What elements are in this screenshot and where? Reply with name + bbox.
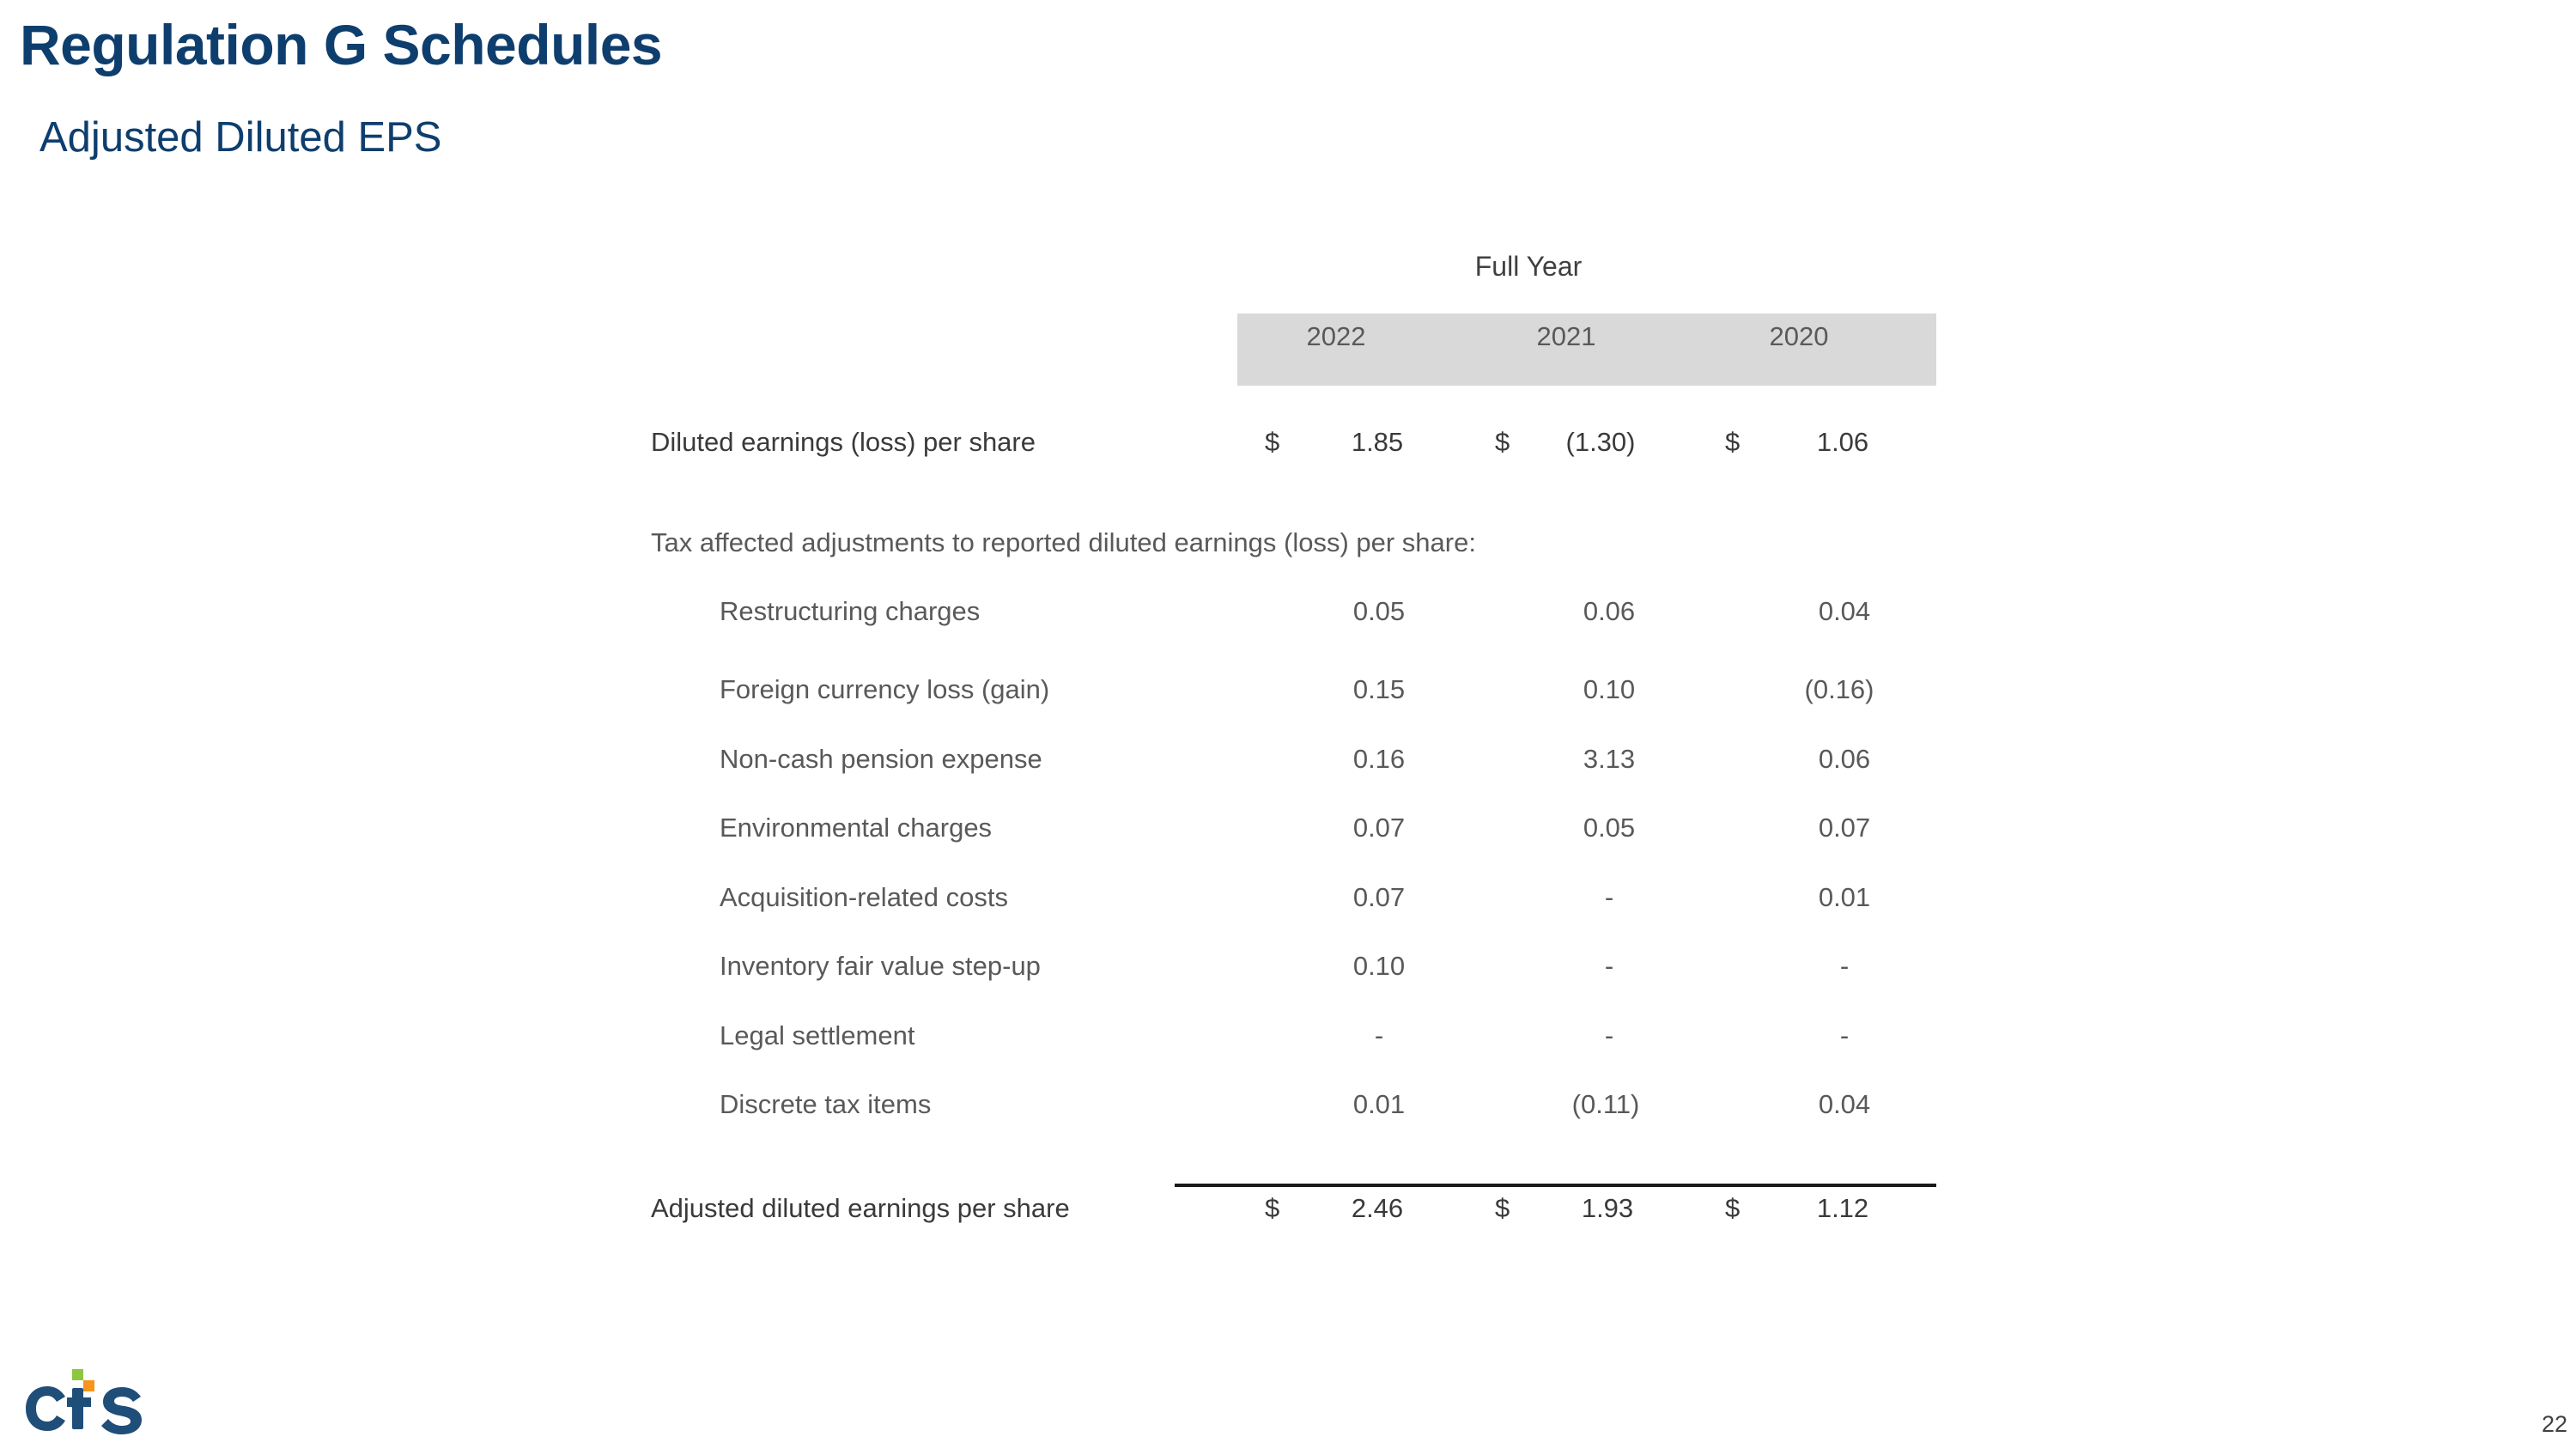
value-2020: (0.16) (1804, 674, 1874, 704)
currency-symbol: $ (1495, 427, 1510, 457)
value-2021: - (1604, 882, 1614, 912)
row-label: Adjusted diluted earnings per share (651, 1193, 1070, 1223)
value-2022: 0.10 (1352, 951, 1406, 981)
value-2021: - (1604, 951, 1614, 981)
cts-logo (15, 1357, 153, 1439)
value-2021: 0.05 (1583, 813, 1636, 843)
year-header-2022: 2022 (1306, 321, 1366, 351)
row-label: Inventory fair value step-up (720, 951, 1041, 981)
value-2021: 0.06 (1583, 596, 1636, 626)
row-label: Acquisition-related costs (720, 882, 1008, 912)
value-2021: 3.13 (1583, 744, 1636, 774)
row-label: Non-cash pension expense (720, 744, 1042, 774)
value-2020: - (1839, 1020, 1850, 1050)
row-label: Legal settlement (720, 1020, 915, 1050)
value-2022: 0.07 (1352, 882, 1406, 912)
value-2022: 2.46 (1351, 1193, 1404, 1223)
value-2022: 0.07 (1352, 813, 1406, 843)
value-2022: 0.16 (1352, 744, 1406, 774)
row-label: Restructuring charges (720, 596, 981, 626)
row-label: Discrete tax items (720, 1089, 932, 1119)
page-number: 22 (2541, 1411, 2567, 1437)
value-2020: 0.07 (1818, 813, 1871, 843)
value-2021: (0.11) (1571, 1089, 1640, 1119)
value-2022: 0.05 (1352, 596, 1406, 626)
value-2020: 0.01 (1818, 882, 1871, 912)
value-2021: - (1604, 1020, 1614, 1050)
value-2022: - (1374, 1020, 1384, 1050)
value-2020: 1.06 (1816, 427, 1869, 457)
adjustments-heading: Tax affected adjustments to reported diluted earnings (loss) per share: (651, 527, 1476, 557)
period-header: Full Year (1474, 251, 1583, 282)
currency-symbol: $ (1725, 1193, 1741, 1223)
value-2022: 0.15 (1352, 674, 1406, 704)
value-2021: 1.93 (1581, 1193, 1634, 1223)
year-header-2021: 2021 (1536, 321, 1596, 351)
value-2020: - (1839, 951, 1850, 981)
value-2020: 0.06 (1818, 744, 1871, 774)
row-label: Foreign currency loss (gain) (720, 674, 1050, 704)
year-header-2020: 2020 (1769, 321, 1829, 351)
currency-symbol: $ (1725, 427, 1741, 457)
total-divider (1175, 1184, 1936, 1187)
page-subtitle: Adjusted Diluted EPS (39, 114, 442, 161)
row-label: Environmental charges (720, 813, 993, 843)
value-2021: (1.30) (1565, 427, 1636, 457)
value-2020: 0.04 (1818, 596, 1871, 626)
page-title: Regulation G Schedules (20, 13, 663, 76)
value-2022: 1.85 (1351, 427, 1404, 457)
value-2022: 0.01 (1352, 1089, 1406, 1119)
currency-symbol: $ (1495, 1193, 1510, 1223)
value-2020: 1.12 (1816, 1193, 1869, 1223)
value-2021: 0.10 (1583, 674, 1636, 704)
currency-symbol: $ (1265, 1193, 1280, 1223)
currency-symbol: $ (1265, 427, 1280, 457)
value-2020: 0.04 (1818, 1089, 1871, 1119)
row-label: Diluted earnings (loss) per share (651, 427, 1036, 457)
